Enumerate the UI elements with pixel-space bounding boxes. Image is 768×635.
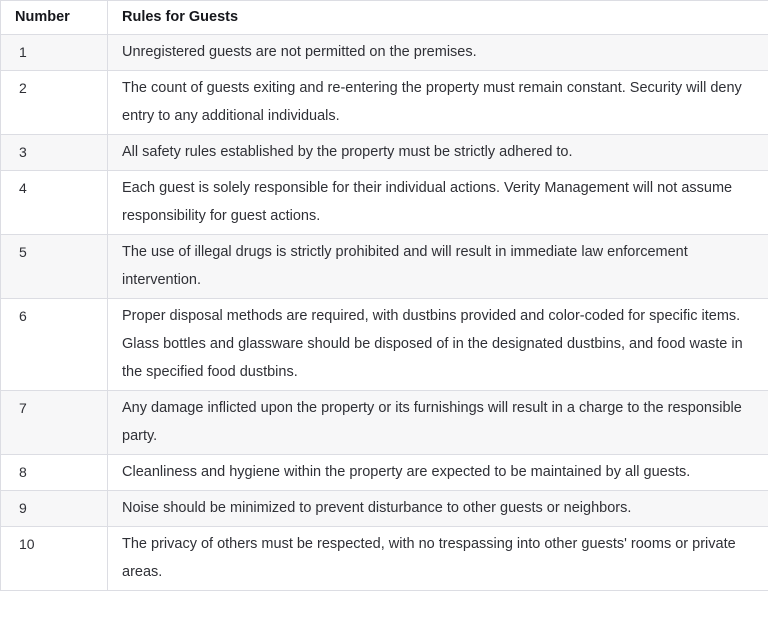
rule-text: The privacy of others must be respected, with no trespassing into other guests' rooms or private areas. [108,527,768,591]
table-row [1,491,768,527]
column-header-rules: Rules for Guests [108,1,768,35]
rule-text: Unregistered guests are not permitted on the premises. [108,35,768,71]
rule-text: Any damage inflicted upon the property or its furnishings will result in a charge to the responsible party. [108,391,768,455]
table-row [1,35,768,71]
rule-text: Each guest is solely responsible for their individual actions. Verity Management will not assume responsibility for guest actions. [108,171,768,235]
table-row [1,235,768,299]
table-row [1,299,768,391]
rule-number: 5 [1,235,108,299]
table-row [1,455,768,491]
table-row [1,71,768,135]
rule-number: 4 [1,171,108,235]
rule-number: 10 [1,527,108,591]
rule-number: 9 [1,491,108,527]
rule-number: 7 [1,391,108,455]
rule-text: Cleanliness and hygiene within the property are expected to be maintained by all guests. [108,455,768,491]
rule-text: Proper disposal methods are required, with dustbins provided and color-coded for specific items. Glass bottles and glassware should be disposed of in the designated dustbins, and food waste in the specified food dustbins. [108,299,768,391]
table-row [1,391,768,455]
rule-text: All safety rules established by the property must be strictly adhered to. [108,135,768,171]
rule-number: 3 [1,135,108,171]
rule-number: 2 [1,71,108,135]
rule-number: 8 [1,455,108,491]
rule-number: 6 [1,299,108,391]
rule-number: 1 [1,35,108,71]
table-row [1,527,768,591]
rule-text: The count of guests exiting and re-entering the property must remain constant. Security will deny entry to any additional individuals. [108,71,768,135]
table-row [1,171,768,235]
rule-text: The use of illegal drugs is strictly prohibited and will result in immediate law enforcement intervention. [108,235,768,299]
table-header-row [1,1,768,35]
column-header-number: Number [1,1,108,35]
table-row [1,135,768,171]
rule-text: Noise should be minimized to prevent disturbance to other guests or neighbors. [108,491,768,527]
